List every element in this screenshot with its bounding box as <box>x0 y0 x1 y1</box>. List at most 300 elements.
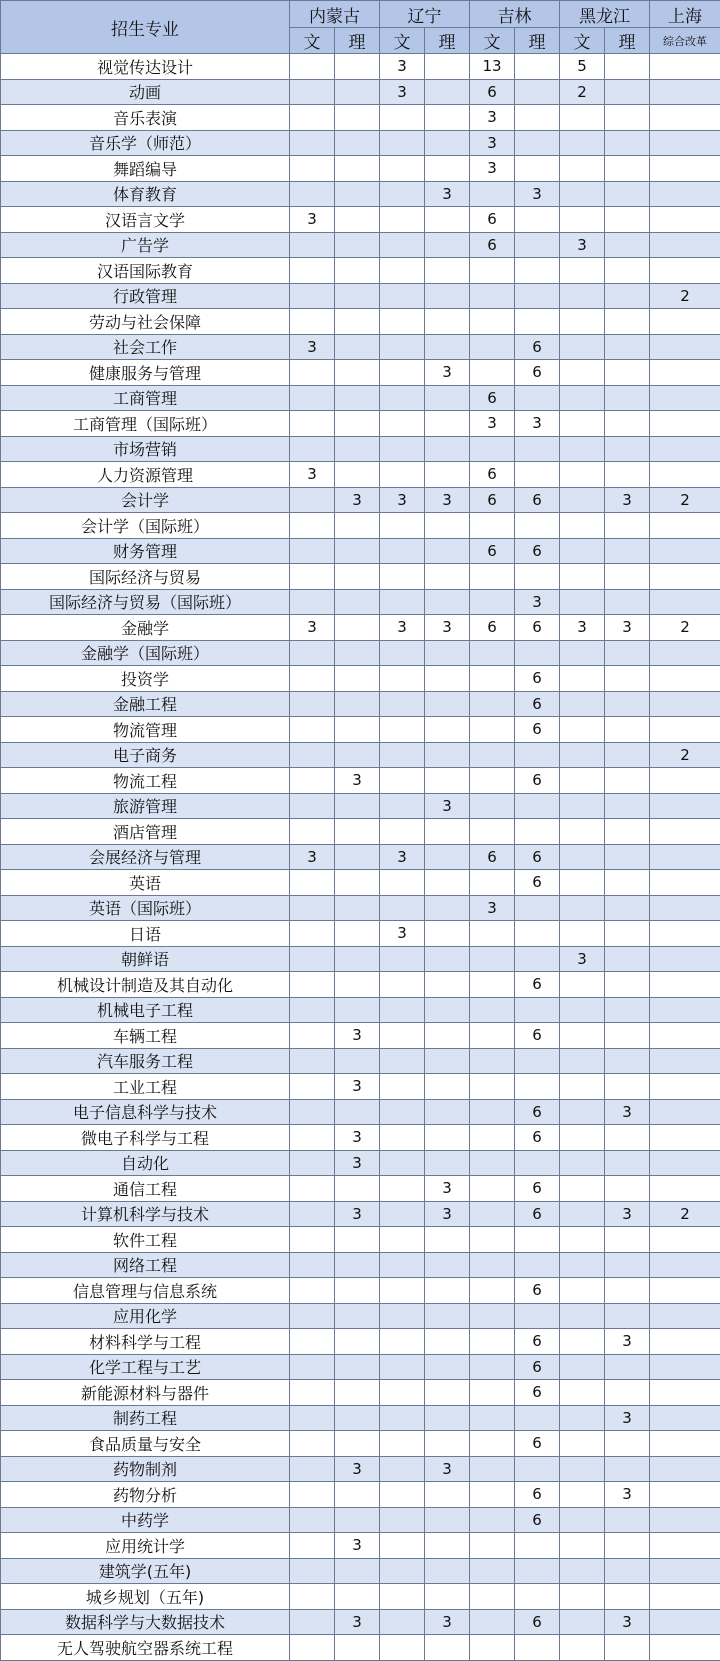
quota-cell <box>425 1125 470 1151</box>
major-name-cell: 计算机科学与技术 <box>1 1201 290 1227</box>
quota-cell <box>425 411 470 437</box>
table-row <box>1 181 720 207</box>
quota-cell <box>515 54 560 80</box>
major-name-cell: 音乐表演 <box>1 105 290 131</box>
quota-cell <box>290 360 335 386</box>
quota-cell <box>515 895 560 921</box>
quota-cell: 6 <box>470 79 515 105</box>
quota-cell <box>650 130 720 156</box>
quota-cell <box>515 462 560 488</box>
major-name-cell: 工商管理（国际班） <box>1 411 290 437</box>
quota-cell <box>335 1227 380 1253</box>
major-name-cell: 自动化 <box>1 1150 290 1176</box>
table-row <box>1 742 720 768</box>
table-row <box>1 1609 720 1635</box>
quota-cell <box>290 1431 335 1457</box>
quota-cell <box>290 1023 335 1049</box>
quota-cell <box>290 997 335 1023</box>
quota-cell <box>290 1329 335 1355</box>
quota-cell <box>335 156 380 182</box>
quota-cell <box>515 105 560 131</box>
quota-cell: 3 <box>470 895 515 921</box>
table-body <box>1 54 720 1661</box>
quota-cell: 6 <box>515 768 560 794</box>
quota-cell <box>470 1507 515 1533</box>
table-row <box>1 946 720 972</box>
quota-cell <box>515 640 560 666</box>
quota-cell <box>425 1507 470 1533</box>
quota-cell <box>380 309 425 335</box>
quota-cell <box>425 436 470 462</box>
major-name-cell: 物流工程 <box>1 768 290 794</box>
quota-cell <box>650 691 720 717</box>
subject-header: 理 <box>425 28 470 54</box>
major-name-cell: 汉语国际教育 <box>1 258 290 284</box>
quota-cell <box>425 819 470 845</box>
major-name-cell: 网络工程 <box>1 1252 290 1278</box>
quota-cell <box>335 79 380 105</box>
quota-cell <box>650 309 720 335</box>
quota-cell <box>335 640 380 666</box>
table-row <box>1 538 720 564</box>
quota-cell <box>425 105 470 131</box>
quota-cell <box>605 1456 650 1482</box>
quota-cell: 6 <box>515 1125 560 1151</box>
table-row <box>1 1074 720 1100</box>
quota-cell <box>380 1023 425 1049</box>
quota-cell: 6 <box>515 487 560 513</box>
quota-cell <box>335 1176 380 1202</box>
quota-cell <box>470 1558 515 1584</box>
quota-cell <box>290 1201 335 1227</box>
quota-cell <box>380 640 425 666</box>
quota-cell <box>470 972 515 998</box>
major-name-cell: 体育教育 <box>1 181 290 207</box>
major-name-cell: 应用化学 <box>1 1303 290 1329</box>
quota-cell <box>425 1023 470 1049</box>
major-name-cell: 物流管理 <box>1 717 290 743</box>
quota-cell: 2 <box>650 615 720 641</box>
quota-cell <box>335 589 380 615</box>
quota-cell <box>290 54 335 80</box>
quota-cell <box>470 946 515 972</box>
quota-cell <box>470 921 515 947</box>
quota-cell <box>605 232 650 258</box>
quota-cell <box>515 130 560 156</box>
quota-cell: 6 <box>515 1278 560 1304</box>
quota-cell <box>560 870 605 896</box>
quota-cell <box>335 385 380 411</box>
quota-cell <box>470 666 515 692</box>
quota-cell <box>605 385 650 411</box>
table-row <box>1 1405 720 1431</box>
quota-cell: 6 <box>515 538 560 564</box>
quota-cell <box>560 1150 605 1176</box>
quota-cell <box>470 181 515 207</box>
quota-cell <box>650 258 720 284</box>
quota-cell <box>650 844 720 870</box>
quota-cell <box>650 1303 720 1329</box>
major-name-cell: 数据科学与大数据技术 <box>1 1609 290 1635</box>
quota-cell: 3 <box>425 793 470 819</box>
quota-cell: 3 <box>290 462 335 488</box>
quota-cell <box>560 1074 605 1100</box>
quota-cell: 2 <box>650 283 720 309</box>
table-row <box>1 1023 720 1049</box>
quota-cell <box>335 54 380 80</box>
quota-cell <box>380 538 425 564</box>
quota-cell <box>560 538 605 564</box>
quota-cell <box>470 1405 515 1431</box>
quota-cell <box>290 1507 335 1533</box>
quota-cell <box>380 1380 425 1406</box>
major-name-cell: 会计学 <box>1 487 290 513</box>
major-name-cell: 应用统计学 <box>1 1533 290 1559</box>
table-row <box>1 1278 720 1304</box>
quota-cell: 2 <box>650 1201 720 1227</box>
quota-cell <box>605 1176 650 1202</box>
quota-cell <box>335 972 380 998</box>
quota-cell <box>425 1482 470 1508</box>
quota-cell <box>290 130 335 156</box>
quota-cell <box>560 385 605 411</box>
table-row <box>1 436 720 462</box>
quota-cell <box>650 1099 720 1125</box>
province-header: 吉林 <box>470 1 560 28</box>
quota-cell: 3 <box>380 54 425 80</box>
quota-cell <box>605 1048 650 1074</box>
table-row <box>1 691 720 717</box>
quota-cell <box>515 232 560 258</box>
quota-cell <box>290 1456 335 1482</box>
table-row <box>1 589 720 615</box>
quota-cell <box>515 819 560 845</box>
quota-cell <box>650 1074 720 1100</box>
quota-cell <box>605 640 650 666</box>
quota-cell <box>560 360 605 386</box>
quota-cell <box>335 1482 380 1508</box>
quota-cell <box>605 819 650 845</box>
quota-cell <box>560 181 605 207</box>
quota-cell <box>515 283 560 309</box>
quota-cell <box>470 742 515 768</box>
quota-cell <box>470 258 515 284</box>
quota-cell <box>605 564 650 590</box>
quota-cell: 6 <box>470 462 515 488</box>
quota-cell: 6 <box>470 385 515 411</box>
quota-cell <box>650 819 720 845</box>
major-name-cell: 投资学 <box>1 666 290 692</box>
quota-cell <box>470 691 515 717</box>
quota-cell <box>515 1558 560 1584</box>
subject-header: 理 <box>335 28 380 54</box>
quota-cell: 3 <box>470 105 515 131</box>
quota-cell <box>560 334 605 360</box>
quota-cell <box>335 436 380 462</box>
quota-cell <box>335 538 380 564</box>
quota-cell <box>470 1609 515 1635</box>
quota-cell <box>470 1099 515 1125</box>
quota-cell <box>380 768 425 794</box>
major-header: 招生专业 <box>1 1 290 54</box>
quota-cell <box>425 1278 470 1304</box>
quota-cell <box>470 589 515 615</box>
quota-cell <box>515 1227 560 1253</box>
quota-cell: 6 <box>515 334 560 360</box>
quota-cell <box>335 1558 380 1584</box>
quota-cell <box>470 1252 515 1278</box>
quota-cell <box>650 105 720 131</box>
quota-cell <box>380 1303 425 1329</box>
quota-cell <box>650 895 720 921</box>
quota-cell <box>650 79 720 105</box>
quota-cell <box>650 666 720 692</box>
quota-cell <box>650 1048 720 1074</box>
table-row <box>1 615 720 641</box>
table-row <box>1 79 720 105</box>
quota-cell: 3 <box>335 1150 380 1176</box>
quota-cell <box>470 793 515 819</box>
quota-cell: 3 <box>605 1099 650 1125</box>
quota-cell <box>515 436 560 462</box>
quota-cell <box>380 742 425 768</box>
quota-cell: 3 <box>335 1533 380 1559</box>
quota-cell <box>470 1584 515 1610</box>
quota-cell <box>470 1456 515 1482</box>
quota-cell <box>380 130 425 156</box>
quota-cell: 3 <box>335 1201 380 1227</box>
quota-cell <box>560 972 605 998</box>
major-name-cell: 城乡规划（五年) <box>1 1584 290 1610</box>
table-header <box>1 1 720 54</box>
quota-cell <box>560 1635 605 1661</box>
quota-cell <box>425 130 470 156</box>
quota-cell <box>290 895 335 921</box>
quota-cell: 6 <box>515 615 560 641</box>
quota-cell <box>425 844 470 870</box>
quota-cell <box>515 921 560 947</box>
table-row <box>1 666 720 692</box>
major-name-cell: 通信工程 <box>1 1176 290 1202</box>
quota-cell <box>470 1329 515 1355</box>
major-name-cell: 药物分析 <box>1 1482 290 1508</box>
major-name-cell: 人力资源管理 <box>1 462 290 488</box>
quota-cell: 3 <box>335 1456 380 1482</box>
quota-cell: 6 <box>515 666 560 692</box>
quota-cell <box>335 870 380 896</box>
table-row <box>1 1099 720 1125</box>
quota-cell <box>650 1507 720 1533</box>
table-row <box>1 1558 720 1584</box>
major-name-cell: 汽车服务工程 <box>1 1048 290 1074</box>
table-row <box>1 1533 720 1559</box>
table-row <box>1 1456 720 1482</box>
quota-cell <box>380 1074 425 1100</box>
quota-cell <box>335 1380 380 1406</box>
quota-cell: 6 <box>470 615 515 641</box>
quota-cell <box>380 717 425 743</box>
quota-cell: 6 <box>515 1507 560 1533</box>
quota-cell <box>425 283 470 309</box>
quota-cell <box>605 283 650 309</box>
province-header: 黑龙江 <box>560 1 650 28</box>
quota-cell <box>380 1405 425 1431</box>
quota-cell <box>380 1099 425 1125</box>
quota-cell <box>290 768 335 794</box>
quota-cell <box>335 309 380 335</box>
quota-cell <box>335 1252 380 1278</box>
quota-cell <box>560 207 605 233</box>
quota-cell <box>560 666 605 692</box>
quota-cell <box>335 411 380 437</box>
quota-cell <box>470 564 515 590</box>
major-name-cell: 国际经济与贸易 <box>1 564 290 590</box>
major-name-cell: 汉语言文学 <box>1 207 290 233</box>
quota-cell: 3 <box>335 1023 380 1049</box>
quota-cell <box>335 130 380 156</box>
table-row <box>1 1507 720 1533</box>
quota-cell <box>335 793 380 819</box>
major-name-cell: 社会工作 <box>1 334 290 360</box>
quota-cell <box>335 1329 380 1355</box>
quota-cell <box>560 1023 605 1049</box>
quota-cell <box>650 1609 720 1635</box>
quota-cell <box>425 462 470 488</box>
quota-cell <box>560 717 605 743</box>
quota-cell: 6 <box>515 1482 560 1508</box>
quota-cell <box>560 1329 605 1355</box>
quota-cell <box>380 946 425 972</box>
quota-cell <box>290 1252 335 1278</box>
quota-cell <box>650 1354 720 1380</box>
quota-cell <box>290 1150 335 1176</box>
quota-cell <box>515 564 560 590</box>
subject-header: 文 <box>290 28 335 54</box>
subject-header: 文 <box>470 28 515 54</box>
quota-cell <box>470 870 515 896</box>
quota-cell <box>290 232 335 258</box>
quota-cell <box>560 1048 605 1074</box>
table-row <box>1 309 720 335</box>
quota-cell <box>650 436 720 462</box>
quota-cell <box>515 79 560 105</box>
quota-cell <box>605 1584 650 1610</box>
quota-cell <box>380 1482 425 1508</box>
quota-cell <box>605 1023 650 1049</box>
quota-cell <box>560 895 605 921</box>
table-row <box>1 1380 720 1406</box>
quota-cell <box>605 334 650 360</box>
table-row <box>1 870 720 896</box>
quota-cell: 6 <box>515 1329 560 1355</box>
quota-cell <box>470 1074 515 1100</box>
quota-cell <box>380 666 425 692</box>
quota-cell: 3 <box>560 946 605 972</box>
quota-cell <box>470 717 515 743</box>
quota-cell: 6 <box>515 1431 560 1457</box>
major-name-cell: 软件工程 <box>1 1227 290 1253</box>
quota-cell: 3 <box>290 615 335 641</box>
quota-cell <box>650 1252 720 1278</box>
quota-cell <box>650 54 720 80</box>
quota-cell <box>425 997 470 1023</box>
quota-cell <box>335 844 380 870</box>
quota-cell <box>560 1507 605 1533</box>
quota-cell <box>560 1584 605 1610</box>
table-row <box>1 1354 720 1380</box>
quota-cell <box>425 1354 470 1380</box>
table-row <box>1 487 720 513</box>
major-name-cell: 视觉传达设计 <box>1 54 290 80</box>
quota-cell: 3 <box>335 1609 380 1635</box>
quota-cell: 3 <box>425 1201 470 1227</box>
quota-cell <box>650 564 720 590</box>
table-row <box>1 207 720 233</box>
quota-cell: 6 <box>515 717 560 743</box>
quota-cell: 6 <box>515 1023 560 1049</box>
quota-cell <box>380 385 425 411</box>
quota-cell <box>605 972 650 998</box>
quota-cell <box>290 1558 335 1584</box>
quota-cell: 5 <box>560 54 605 80</box>
quota-cell: 3 <box>425 1609 470 1635</box>
quota-cell <box>290 385 335 411</box>
quota-cell: 3 <box>335 487 380 513</box>
major-name-cell: 工业工程 <box>1 1074 290 1100</box>
quota-cell <box>380 1329 425 1355</box>
quota-cell <box>425 921 470 947</box>
quota-cell <box>650 870 720 896</box>
header-row-provinces <box>1 1 720 28</box>
quota-cell <box>650 1227 720 1253</box>
major-name-cell: 电子商务 <box>1 742 290 768</box>
quota-cell <box>335 360 380 386</box>
quota-cell <box>290 793 335 819</box>
quota-cell <box>425 564 470 590</box>
quota-cell <box>425 1584 470 1610</box>
quota-cell <box>425 156 470 182</box>
quota-cell <box>560 1558 605 1584</box>
quota-cell <box>380 997 425 1023</box>
quota-cell <box>425 895 470 921</box>
quota-cell <box>290 156 335 182</box>
quota-cell <box>380 1584 425 1610</box>
quota-cell <box>650 921 720 947</box>
major-name-cell: 健康服务与管理 <box>1 360 290 386</box>
quota-cell <box>335 946 380 972</box>
quota-cell <box>650 997 720 1023</box>
quota-cell <box>380 1048 425 1074</box>
quota-cell <box>470 768 515 794</box>
quota-cell <box>515 1048 560 1074</box>
quota-cell <box>605 997 650 1023</box>
quota-cell: 3 <box>605 1609 650 1635</box>
quota-cell <box>605 1431 650 1457</box>
quota-cell <box>425 1150 470 1176</box>
table-row <box>1 258 720 284</box>
quota-cell <box>605 1227 650 1253</box>
quota-cell <box>290 1048 335 1074</box>
table-row <box>1 1201 720 1227</box>
quota-cell: 3 <box>290 334 335 360</box>
quota-cell: 3 <box>605 487 650 513</box>
quota-cell <box>515 742 560 768</box>
quota-cell <box>425 207 470 233</box>
quota-cell <box>380 360 425 386</box>
quota-cell <box>560 564 605 590</box>
quota-cell <box>380 1507 425 1533</box>
quota-cell <box>560 283 605 309</box>
